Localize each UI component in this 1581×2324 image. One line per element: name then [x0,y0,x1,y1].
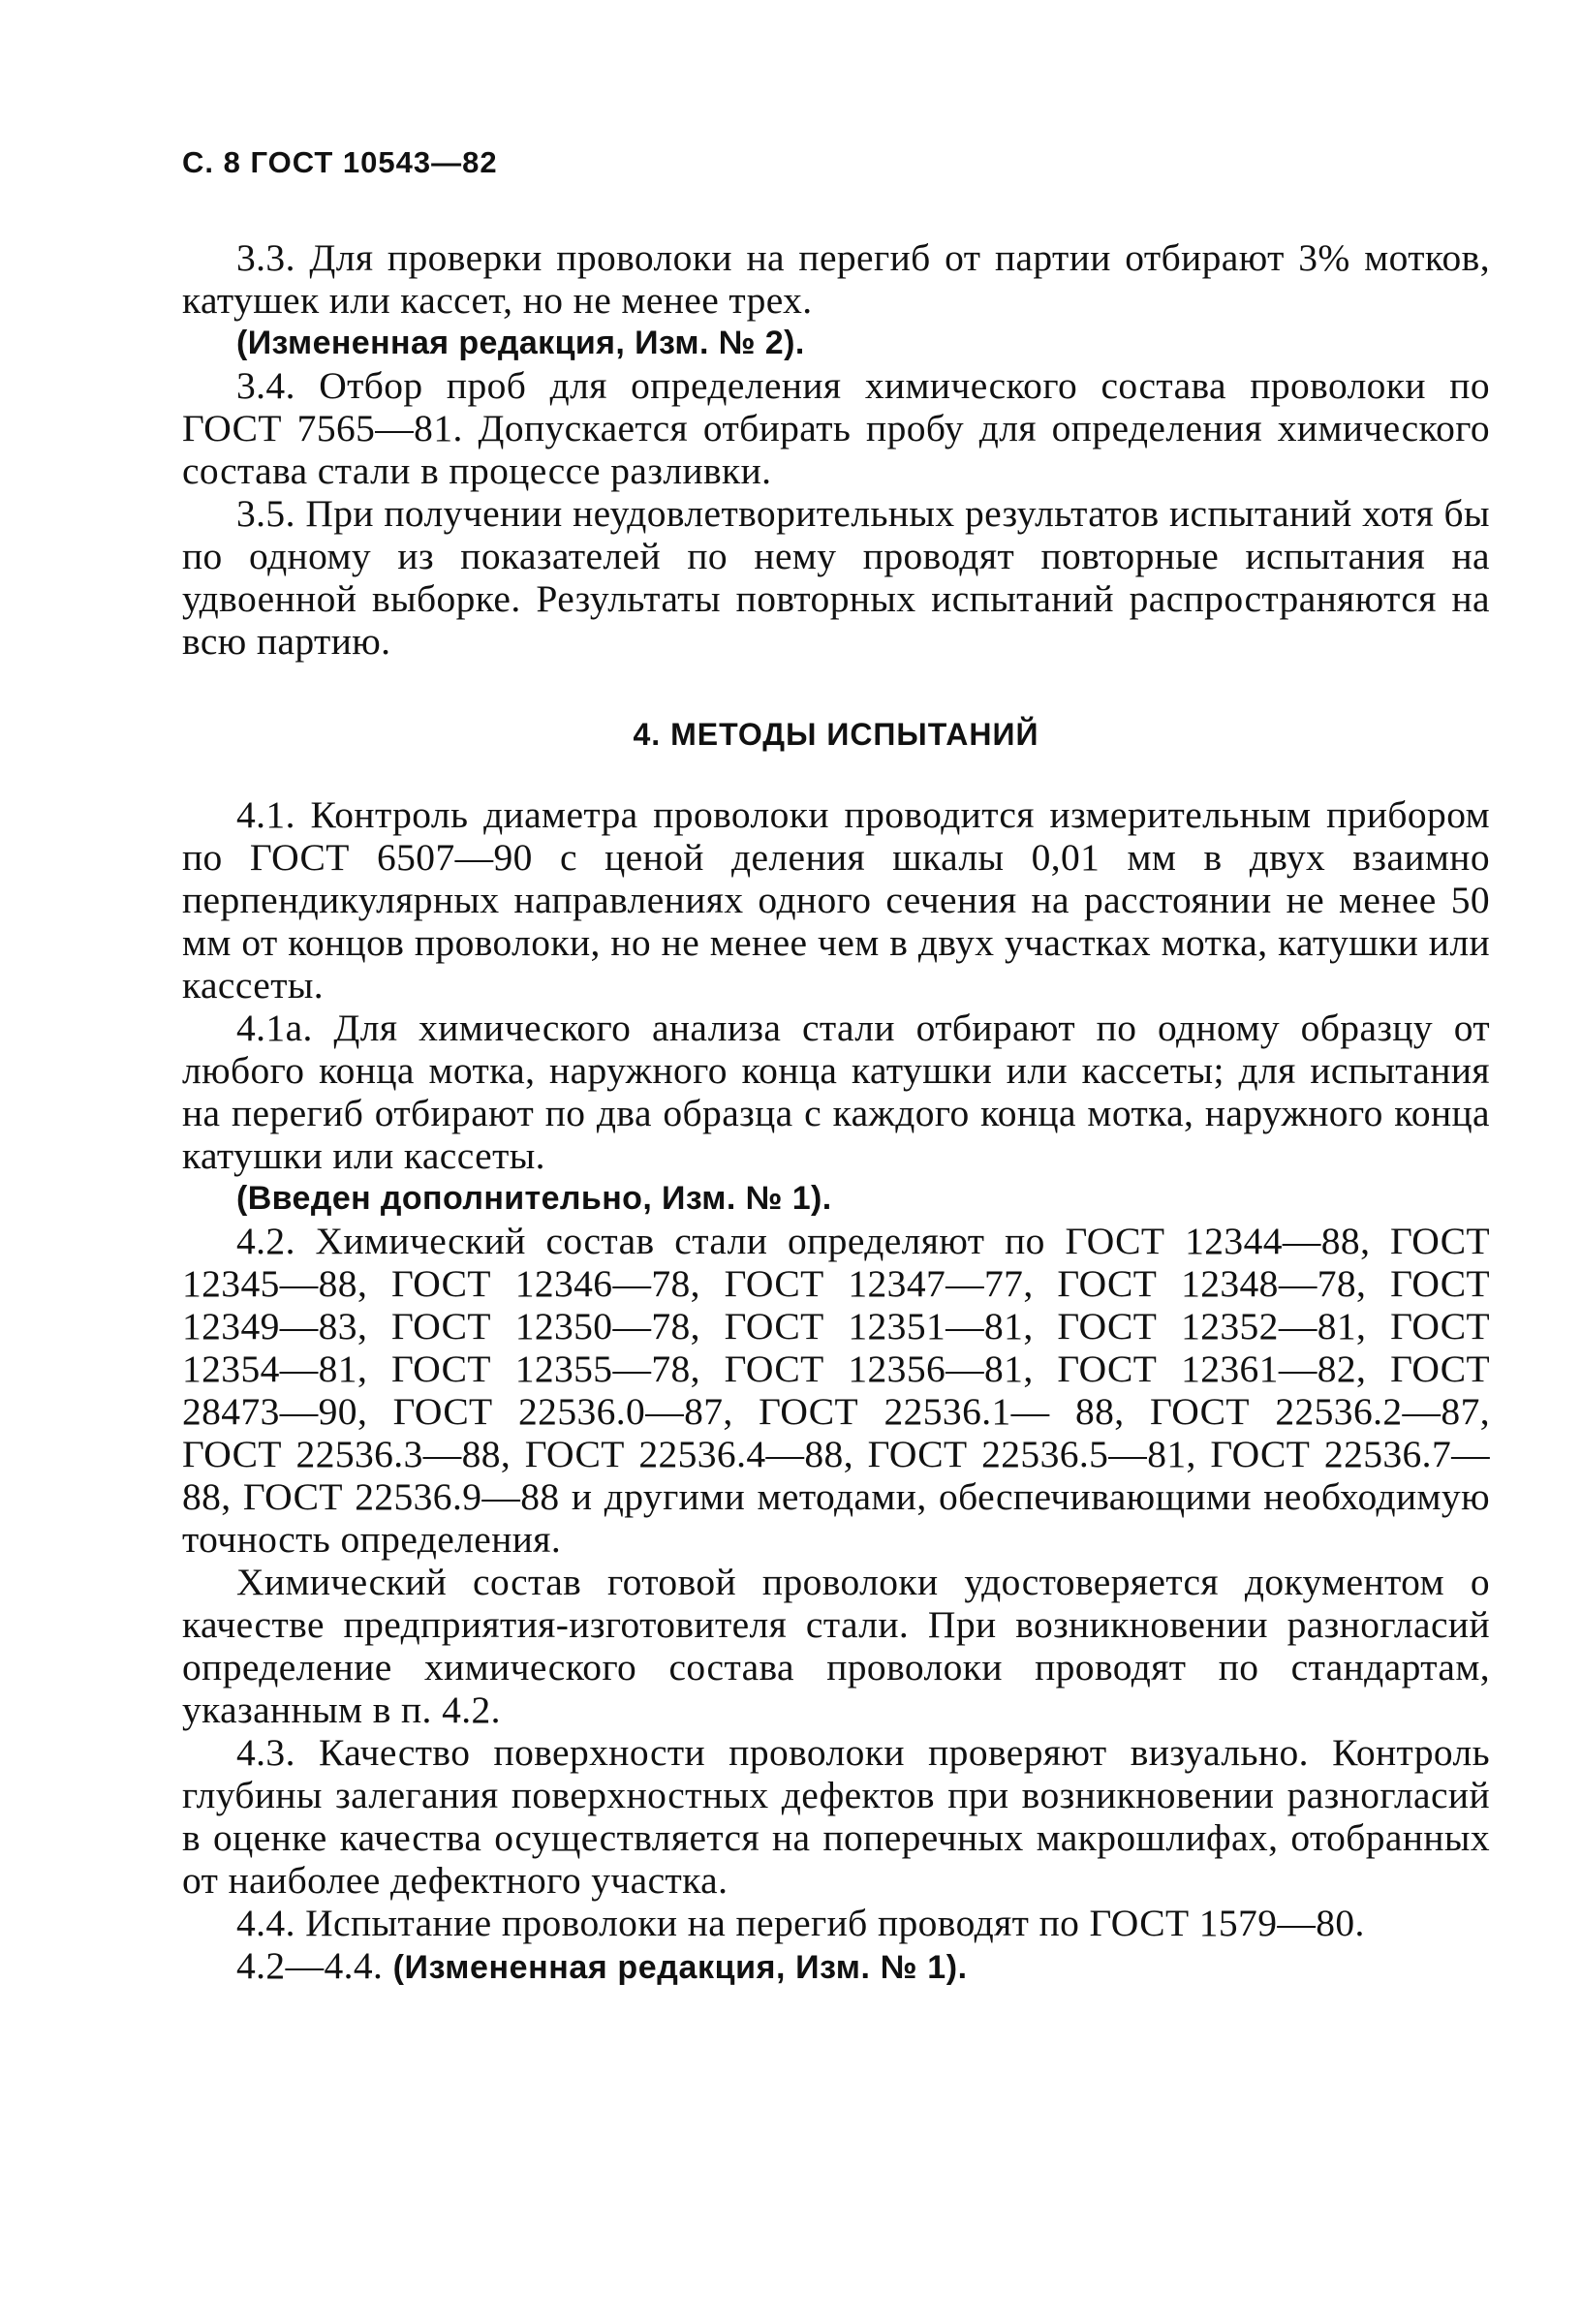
section-4-title: 4. МЕТОДЫ ИСПЫТАНИЙ [633,717,1039,752]
paragraph-4-1a: 4.1а. Для химического анализа стали отбирают по одному образцу от любого конца мотка, наружного конца катушки или кассеты; для испытания на перегиб отбирают по два образца с каждого конца мотка, наружного конца катушки или кассеты. [182,1007,1490,1177]
amendment-note-4-1a: (Введен дополнительно, Изм. № 1). [236,1180,832,1217]
page-header: С. 8 ГОСТ 10543—82 [182,145,498,179]
amendment-range: 4.2—4.4. [236,1944,384,1987]
amendment-note-4-4: (Измененная редакция, Изм. № 1). [392,1949,968,1986]
paragraph-4-3: 4.3. Качество поверхности проволоки проверяют визуально. Контроль глубины залегания поверхностных дефектов при возникновении разногласий в оценке качества осуществляется на поперечных макрошлифах, отобранных от наиболее дефектного участка. [182,1731,1490,1902]
amendment-line-4-2-4-4 [182,1944,1490,1989]
paragraph-3-4: 3.4. Отбор проб для определения химического состава проволоки по ГОСТ 7565—81. Допускается отбирать пробу для определения химического состава стали в процессе разливки. [182,364,1490,492]
document-page [182,145,1490,1989]
paragraph-4-4: 4.4. Испытание проволоки на перегиб проводят по ГОСТ 1579—80. [236,1902,1365,1944]
amendment-note-3-3: (Измененная редакция, Изм. № 2). [236,325,805,361]
paragraph-4-2-continued: Химический состав готовой проволоки удостоверяется документом о качестве предприятия-изготовителя стали. При возникновении разногласий определение химического состава проволоки проводят по стандартам, указанным в п. 4.2. [182,1561,1490,1731]
paragraph-4-2: 4.2. Химический состав стали определяют по ГОСТ 12344—88, ГОСТ 12345—88, ГОСТ 12346—78, ГОСТ 12347—77, ГОСТ 12348—78, ГОСТ 12349—83, ГОСТ 12350—78, ГОСТ 12351—81, ГОСТ 12352—81, ГОСТ 12354—81, ГОСТ 12355—78, ГОСТ 12356—81, ГОСТ 12361—82, ГОСТ 28473—90, ГОСТ 22536.0—87, ГОСТ 22536.1— 88, ГОСТ 22536.2—87, ГОСТ 22536.3—88, ГОСТ 22536.4—88, ГОСТ 22536.5—81, ГОСТ 22536.7—88, ГОСТ 22536.9—88 и другими методами, обеспечивающими необходимую точность определения. [182,1220,1490,1561]
paragraph-3-3: 3.3. Для проверки проволоки на перегиб от партии отбирают 3% мотков, катушек или кассет, но не менее трех. [182,236,1490,322]
paragraph-4-1: 4.1. Контроль диаметра проволоки проводится измерительным прибором по ГОСТ 6507—90 с ценой деления шкалы 0,01 мм в двух взаимно перпендикулярных направлениях одного сечения на расстоянии не менее 50 мм от концов проволоки, но не менее чем в двух участках мотка, катушки или кассеты. [182,793,1490,1007]
paragraph-3-5: 3.5. При получении неудовлетворительных результатов испытаний хотя бы по одному из показателей по нему проводят повторные испытания на удвоенной выборке. Результаты повторных испытаний распространяются на всю партию. [182,492,1490,663]
section-3 [182,236,1490,663]
section-4 [182,793,1490,1989]
